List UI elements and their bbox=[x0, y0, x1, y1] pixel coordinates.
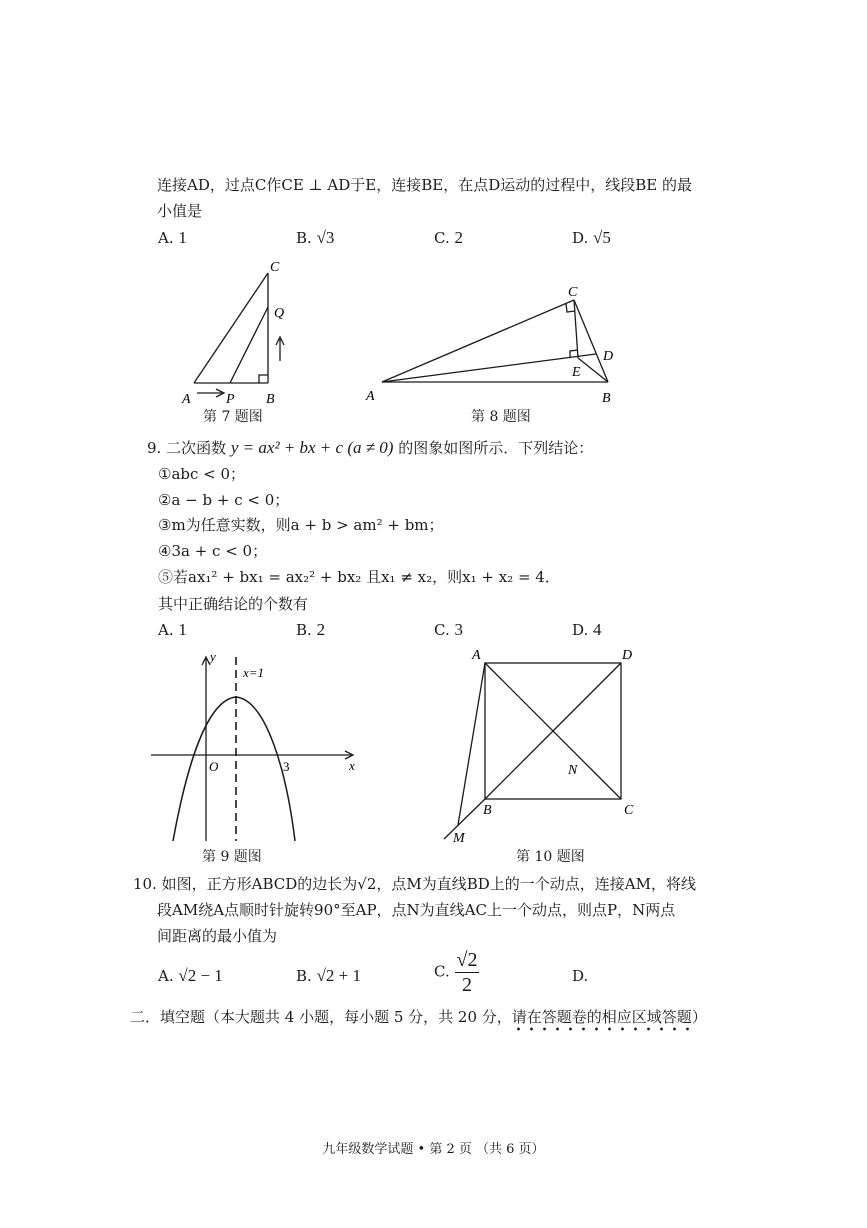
fig8-caption: 第 8 题图 bbox=[471, 409, 531, 425]
option-label: D. bbox=[572, 229, 589, 247]
fig9-label-o: O bbox=[209, 759, 219, 774]
option-value: 3 bbox=[454, 620, 463, 639]
option-value: 2 bbox=[316, 620, 326, 639]
q9-option-b bbox=[296, 620, 325, 640]
q10-option-a bbox=[158, 966, 223, 986]
option-label: A. bbox=[158, 229, 174, 247]
section-2-heading bbox=[130, 1006, 707, 1027]
fig9-label-y: y bbox=[210, 649, 216, 664]
option-label: A. bbox=[158, 621, 174, 639]
q9-ask: 其中正确结论的个数有 bbox=[158, 595, 309, 613]
fig10-label-c: C bbox=[624, 803, 634, 818]
fig8-label-c: C bbox=[568, 285, 578, 300]
fig10-label-d: D bbox=[622, 648, 633, 663]
q9-stem-suffix: 的图象如图所示．下列结论： bbox=[398, 439, 594, 457]
q9-conclusion-1: ①abc < 0； bbox=[158, 465, 246, 483]
q10-line1: 10. 如图，正方形ABCD的边长为√2，点M为直线BD上的一个动点，连接AM，将线 bbox=[133, 875, 696, 893]
q8-option-b bbox=[296, 228, 334, 248]
option-label: C. bbox=[434, 962, 450, 981]
q9-conclusion-2: ②a − b + c < 0； bbox=[158, 491, 290, 509]
option-label: C. bbox=[434, 621, 450, 639]
option-value: 4 bbox=[593, 620, 602, 639]
q9-option-a bbox=[158, 620, 187, 640]
fraction-denominator: 2 bbox=[461, 974, 472, 996]
fig10-label-a: A bbox=[472, 648, 481, 663]
option-label: C. bbox=[434, 229, 450, 247]
fig10-label-b: B bbox=[483, 803, 492, 818]
fig8-label-a: A bbox=[366, 389, 375, 404]
section-2-close: ） bbox=[691, 1008, 707, 1026]
fig10-label-n: N bbox=[568, 763, 578, 778]
q9-option-d bbox=[572, 620, 602, 640]
fig7-label-a: A bbox=[182, 392, 191, 407]
option-value: √2 − 1 bbox=[178, 966, 223, 985]
fraction bbox=[455, 948, 480, 997]
fig7-label-b: B bbox=[266, 392, 275, 407]
q9-conclusion-5: ⑤若ax₁² + bx₁ = ax₂² + bx₂ 且x₁ ≠ x₂，则x₁ + x₂ = 4． bbox=[158, 568, 560, 586]
fig9-caption: 第 9 题图 bbox=[202, 849, 262, 865]
q10-option-d bbox=[572, 966, 588, 986]
fig10-caption: 第 10 题图 bbox=[516, 849, 585, 865]
fraction-numerator: √2 bbox=[456, 949, 478, 971]
option-label: D. bbox=[572, 967, 589, 985]
option-label: B. bbox=[296, 621, 312, 639]
q10-option-b bbox=[296, 966, 361, 986]
fig7-label-p: P bbox=[226, 392, 235, 407]
option-label: A. bbox=[158, 967, 174, 985]
fig7-label-q: Q bbox=[274, 306, 285, 321]
option-value: 1 bbox=[178, 228, 187, 247]
q8-option-d bbox=[572, 228, 611, 248]
fig8-label-b: B bbox=[602, 391, 611, 405]
q8-option-c bbox=[434, 228, 463, 248]
option-value: 1 bbox=[178, 620, 187, 639]
section-2-emphasis: 请在答题卷的相应区域答题 bbox=[512, 1008, 692, 1032]
option-label: B. bbox=[296, 229, 312, 247]
q9-conclusion-3: ③m为任意实数，则a + b > am² + bm； bbox=[158, 516, 444, 534]
q10-line2: 段AM绕A点顺时针旋转90°至AP，点N为直线AC上一个动点，则点P，N两点 bbox=[157, 901, 676, 919]
figure-7 bbox=[170, 255, 300, 420]
option-label: B. bbox=[296, 967, 312, 985]
q9-stem bbox=[147, 437, 593, 458]
fig8-label-e: E bbox=[572, 365, 581, 380]
q10-option-c bbox=[434, 948, 479, 997]
option-value: 2 bbox=[454, 228, 463, 247]
q9-stem-prefix: 9. 二次函数 bbox=[147, 439, 227, 457]
page-footer: 九年级数学试题 • 第 2 页 （共 6 页） bbox=[322, 1142, 545, 1157]
q9-conclusion-4: ④3a + c < 0； bbox=[158, 542, 268, 560]
fig9-label-x: x bbox=[349, 758, 355, 773]
q8-line2: 小值是 bbox=[157, 202, 203, 220]
q9-option-c bbox=[434, 620, 463, 640]
option-value: √2 + 1 bbox=[316, 966, 361, 985]
fig10-label-m: M bbox=[453, 831, 465, 845]
option-label: D. bbox=[572, 621, 589, 639]
fig8-label-d: D bbox=[603, 349, 614, 364]
option-value: √5 bbox=[593, 228, 611, 247]
option-value: √3 bbox=[316, 228, 335, 247]
figure-9 bbox=[145, 645, 365, 845]
fig9-label-3: 3 bbox=[283, 759, 290, 774]
q10-line3: 间距离的最小值为 bbox=[157, 927, 278, 945]
q8-option-a bbox=[158, 228, 187, 248]
section-2-heading-text: 二．填空题（本大题共 4 小题，每小题 5 分，共 20 分， bbox=[130, 1008, 512, 1026]
fig7-caption: 第 7 题图 bbox=[203, 409, 263, 425]
q8-line1: 连接AD，过点C作CE ⊥ AD于E，连接BE，在点D运动的过程中，线段BE 的最 bbox=[157, 176, 692, 194]
figure-10 bbox=[440, 645, 640, 845]
fig9-label-axis: x=1 bbox=[243, 665, 265, 680]
fig7-label-c: C bbox=[270, 260, 280, 275]
figure-8 bbox=[360, 280, 630, 405]
q9-formula: y = ax² + bx + c (a ≠ 0) bbox=[230, 438, 394, 457]
